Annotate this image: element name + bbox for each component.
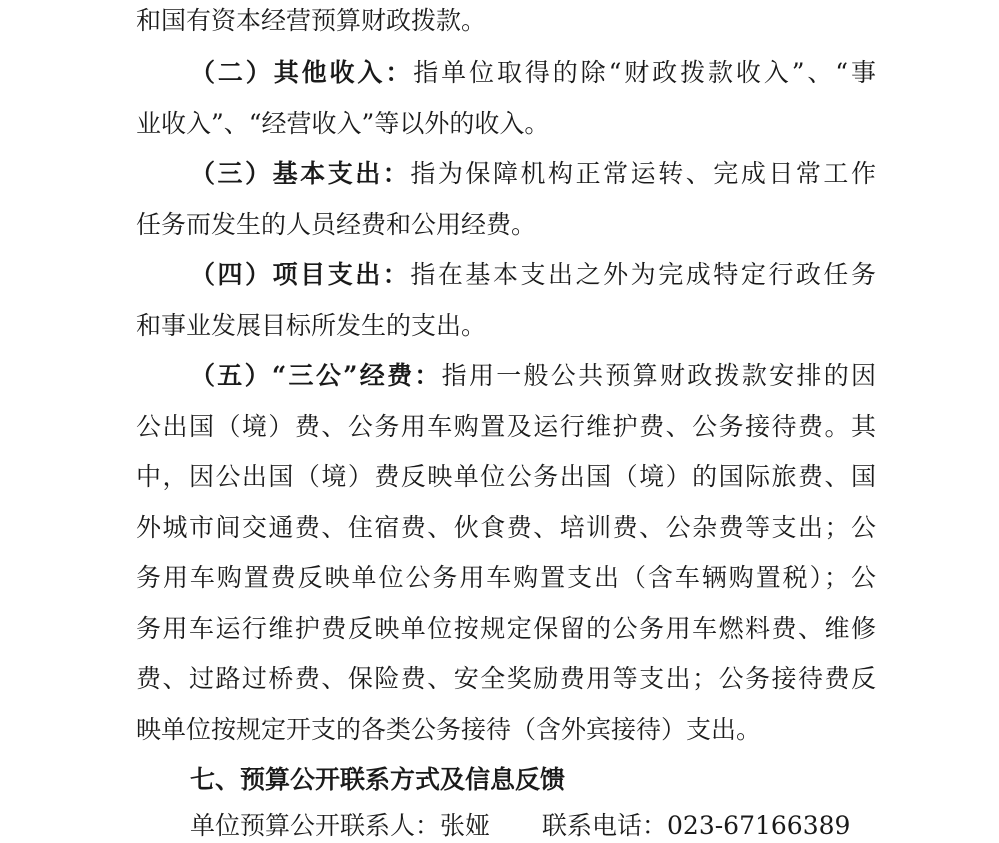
paragraph-line [136,460,876,494]
paragraph-text: 业收入”、“经营收入”等以外的收入。 [136,109,550,138]
definition-term: （四）项目支出： [190,260,411,289]
definition-text: 指为保障机构正常运转、完成日常工作 [410,159,876,188]
paragraph-line [136,511,876,545]
definition-term: （三）基本支出： [190,159,411,188]
paragraph-line [136,410,876,444]
paragraph-line [136,713,876,747]
definition-project-expenditure [190,258,876,292]
definition-text: 指单位取得的除“财政拨款收入”、“事 [413,58,876,87]
paragraph-line [136,612,876,646]
paragraph-line [136,4,876,38]
paragraph-text: 务用车运行维护费反映单位按规定保留的公务用车燃料费、维修 [136,614,876,643]
definition-three-public-funds [190,359,876,393]
paragraph-text: 公出国（境）费、公务用车购置及运行维护费、公务接待费。其 [136,412,876,441]
contact-phone: 联系电话：023-67166389 [542,811,851,840]
contact-line [190,809,850,843]
contact-person: 单位预算公开联系人：张娅 [190,811,491,840]
definition-term: （二）其他收入： [190,58,414,87]
definition-term: （五）“三公”经费： [190,361,442,390]
definition-text: 指在基本支出之外为完成特定行政任务 [410,260,876,289]
definition-basic-expenditure [190,157,876,191]
paragraph-line [136,107,876,141]
paragraph-line [136,208,876,242]
paragraph-line [136,662,876,696]
paragraph-line [136,561,876,595]
paragraph-text: 务用车购置费反映单位公务用车购置支出（含车辆购置税）；公 [136,563,876,592]
paragraph-text: 和事业发展目标所发生的支出。 [136,311,487,340]
paragraph-text: 任务而发生的人员经费和公用经费。 [136,210,537,239]
paragraph-text: 费、过路过桥费、保险费、安全奖励费用等支出；公务接待费反 [136,664,876,693]
paragraph-text: 中，因公出国（境）费反映单位公务出国（境）的国际旅费、国 [136,462,876,491]
paragraph-text: 和国有资本经营预算财政拨款。 [136,6,487,35]
definition-other-income [190,56,876,90]
section-heading: 七、预算公开联系方式及信息反馈 [190,765,566,794]
definition-text: 指用一般公共预算财政拨款安排的因 [441,361,876,390]
paragraph-text: 外城市间交通费、住宿费、伙食费、培训费、公杂费等支出；公 [136,513,876,542]
paragraph-line [136,309,876,343]
paragraph-text: 映单位按规定开支的各类公务接待（含外宾接待）支出。 [136,715,762,744]
